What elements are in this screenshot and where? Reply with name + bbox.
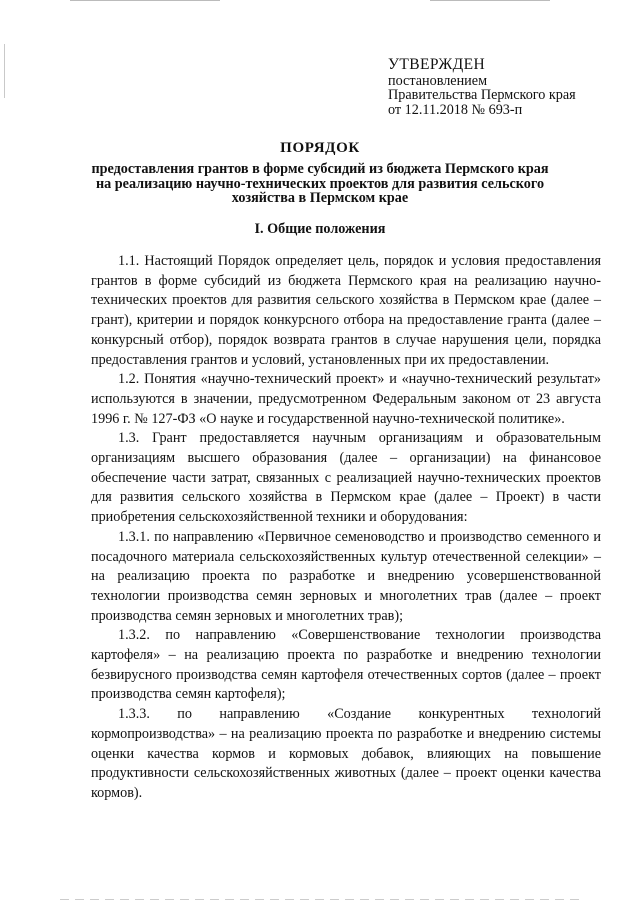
approval-block [388,58,576,117]
document-body [91,252,601,804]
section-heading: I. Общие положения [254,221,386,237]
paragraph: 1.3. Грант предоставляется научным организациям и образовательным организациям высшего образования (далее – организации) на финансовое обеспечение части затрат, связанных с реализацией научно-технических проектов для развития сельского хозяйства в Пермском крае (далее – Проект) в части приобретения сельскохозяйственной техники и оборудования: [91,430,601,526]
scan-artifact-bottom [60,899,580,900]
document-subtitle: предоставления грантов в форме субсидий из бюджета Пермского края на реализацию научно-технических проектов для развития сельского хозяйства в Пермском крае [91,161,549,206]
scan-artifact-line [430,0,550,1]
paragraph: 1.1. Настоящий Порядок определяет цель, порядок и условия предоставления грантов в форме субсидий из бюджета Пермского края на реализацию научно-технических проектов для развития сельского хозяйства в Пермском крае (далее – грант), критерии и порядок конкурсного отбора на предоставление гранта (далее – конкурсный отбор), порядок возврата грантов в случае нарушения цели, порядка предоставления грантов и условий, установленных при их предоставлении. [91,253,601,368]
paragraph: 1.2. Понятия «научно-технический проект» и «научно-технический результат» используются в значении, предусмотренном Федеральным законом от 23 августа 1996 г. № 127-ФЗ «О науке и государственной научно-технической политике». [91,371,601,427]
approval-line: от 12.11.2018 № 693-п [388,101,523,118]
paragraph: 1.3.2. по направлению «Совершенствование технологии производства картофеля» – на реализацию проекта по разработке и внедрению технологии безвирусного производства семян картофеля отечественных сортов (далее – проект производства семян картофеля); [91,627,601,703]
scan-artifact-line [70,0,220,1]
approval-head: УТВЕРЖДЕН [388,56,486,73]
paragraph: 1.3.1. по направлению «Первичное семеноводство и производство семенного и посадочного материала сельскохозяйственных культур отечественной селекции» – на реализацию проекта по разработке и внедрению усовершенствованной технологии производства семян зерновых и многолетних трав (далее – проект производства семян зерновых и многолетних трав); [91,528,601,624]
document-title: ПОРЯДОК [280,140,360,156]
approval-line: постановлением [388,72,488,89]
scan-margin-mark [4,44,5,98]
approval-line: Правительства Пермского края [388,87,576,103]
paragraph: 1.3.3. по направлению «Создание конкурентных технологий кормопроизводства» – на реализацию проекта по разработке и внедрению системы оценки качества кормов и кормовых добавок, влияющих на повышение продуктивности сельскохозяйственных животных (далее – проект оценки качества кормов). [91,706,601,801]
